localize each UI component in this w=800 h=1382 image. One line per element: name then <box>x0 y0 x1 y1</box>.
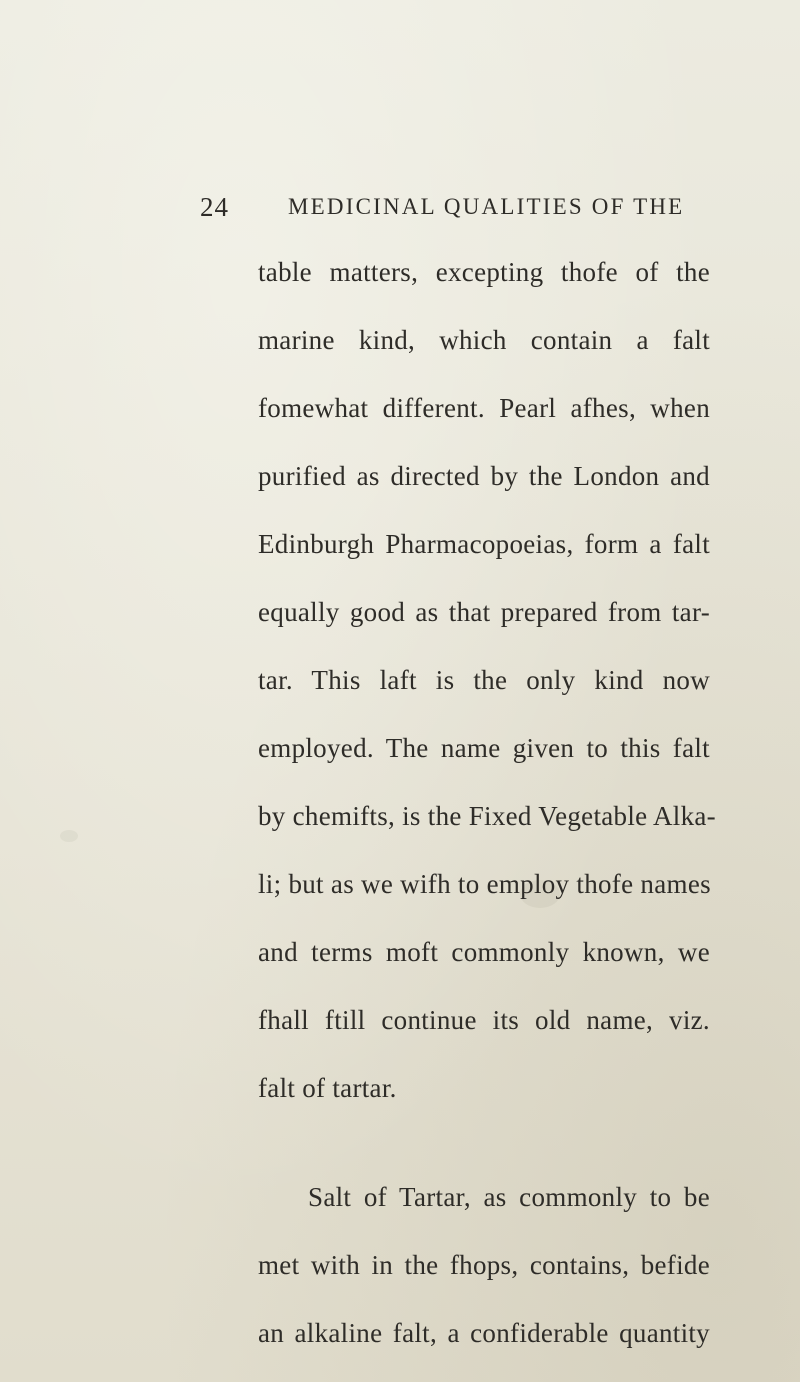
text-line: equally good as that prepared from tar- <box>258 597 710 627</box>
text-line: met with in the fhops, contains, befide <box>258 1250 710 1280</box>
text-line: purified as directed by the London and <box>258 461 710 491</box>
text-line: fomewhat different. Pearl afhes, when <box>258 393 710 423</box>
running-head: MEDICINAL QUALITIES OF THE <box>288 194 685 219</box>
text-line: by chemifts, is the Fixed Vegetable Alka- <box>258 801 716 831</box>
text-line: fhall ftill continue its old name, viz. <box>258 1005 710 1035</box>
text-line: falt of tartar. <box>258 1073 397 1103</box>
text-line: employed. The name given to this falt <box>258 733 710 763</box>
text-line: Edinburgh Pharmacopoeias, form a falt <box>258 529 710 559</box>
page-number: 24 <box>200 192 229 222</box>
text-line: table matters, excepting thofe of the <box>258 257 710 287</box>
text-line: tar. This laft is the only kind now <box>258 665 710 695</box>
text-line: Salt of Tartar, as commonly to be <box>308 1182 710 1212</box>
text-line: marine kind, which contain a falt <box>258 325 710 355</box>
text-line: li; but as we wifh to employ thofe names <box>258 869 711 899</box>
page-header <box>200 192 760 232</box>
text-line: an alkaline falt, a confiderable quantity <box>258 1318 710 1348</box>
text-line: and terms moft commonly known, we <box>258 937 710 967</box>
paper-stain <box>60 830 78 842</box>
